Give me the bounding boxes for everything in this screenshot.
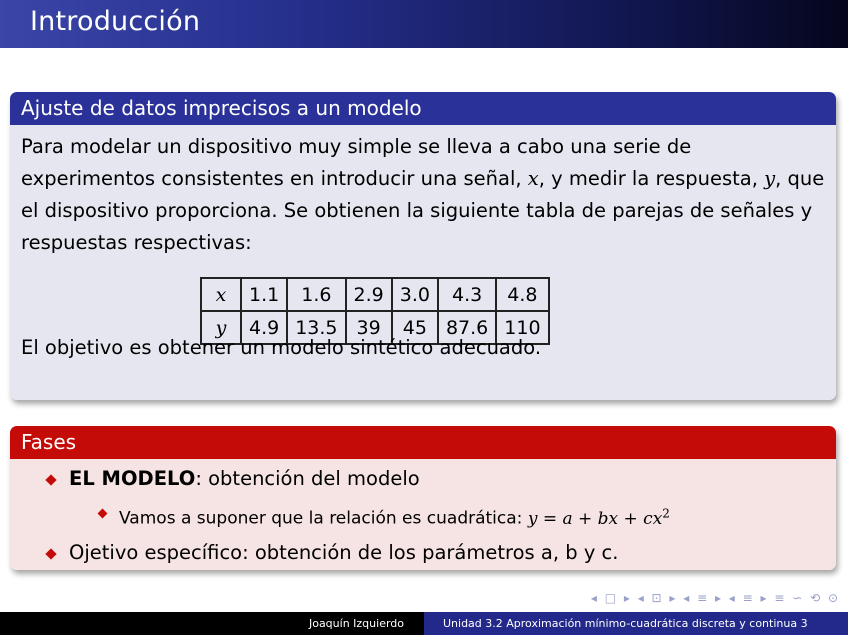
fases-list (21, 462, 825, 570)
table-cell: 39 (346, 311, 392, 344)
table-row-x (201, 278, 549, 311)
table-cell: 87.6 (438, 311, 496, 344)
footer-author: Joaquín Izquierdo (0, 612, 424, 635)
intro-text-2: , y medir la respuesta, (538, 167, 765, 190)
list-item: Ojetivo específico: obtención de los parámetros a, b y c. (21, 536, 825, 570)
block-ajuste-body (10, 125, 836, 400)
row-label-x: x (201, 278, 241, 311)
block-fases (10, 426, 836, 570)
block-fases-body (10, 459, 836, 570)
table-cell: 4.3 (438, 278, 496, 311)
sub-text: Vamos a suponer que la relación es cuadrática: (119, 508, 523, 529)
list-item (69, 496, 825, 536)
table-cell: 4.9 (241, 311, 287, 344)
table-cell: 1.1 (241, 278, 287, 311)
formula-main: y = a + bx + cx (527, 508, 663, 529)
table-cell: 13.5 (287, 311, 345, 344)
footer (0, 612, 848, 635)
formula-exponent: 2 (662, 506, 670, 520)
var-x: x (527, 167, 539, 190)
sub-list (69, 496, 825, 536)
footer-subject: Unidad 3.2 Aproximación mínimo-cuadrática discreta y continua 3 (424, 612, 848, 635)
formula (527, 506, 670, 529)
modelo-bold: EL MODELO (69, 467, 196, 490)
beamer-nav-icons[interactable]: ◂ □ ▸ ◂ ⊡ ▸ ◂ ≡ ▸ ◂ ≡ ▸ ≡ ∽ ⟲ ⊙ (590, 591, 840, 605)
list-item (21, 462, 825, 536)
table-cell: 2.9 (346, 278, 392, 311)
closing-text: El objetivo es obtener un modelo sintético adecuado. (21, 336, 542, 359)
intro-text-3: , que el dispositivo proporciona. Se obtienen la siguiente tabla de parejas de señales y respuestas respectivas: (21, 167, 825, 254)
table-cell: 110 (496, 311, 548, 344)
intro-paragraph (21, 131, 825, 259)
table-cell: 1.6 (287, 278, 345, 311)
table-cell: 3.0 (392, 278, 438, 311)
title-bar (0, 0, 848, 48)
var-y: y (764, 167, 776, 190)
block-ajuste-datos (10, 92, 836, 400)
intro-text-1: Para modelar un dispositivo muy simple se lleva a cabo una serie de experimentos consistentes en introducir una señal, (21, 135, 692, 190)
block-fases-heading: Fases (10, 426, 836, 459)
modelo-rest: : obtención del modelo (195, 467, 420, 490)
table-cell: 4.8 (496, 278, 548, 311)
block-ajuste-heading: Ajuste de datos imprecisos a un modelo (10, 92, 836, 125)
slide-title: Introducción (30, 6, 201, 37)
table-cell: 45 (392, 311, 438, 344)
row-label-y: y (201, 311, 241, 344)
